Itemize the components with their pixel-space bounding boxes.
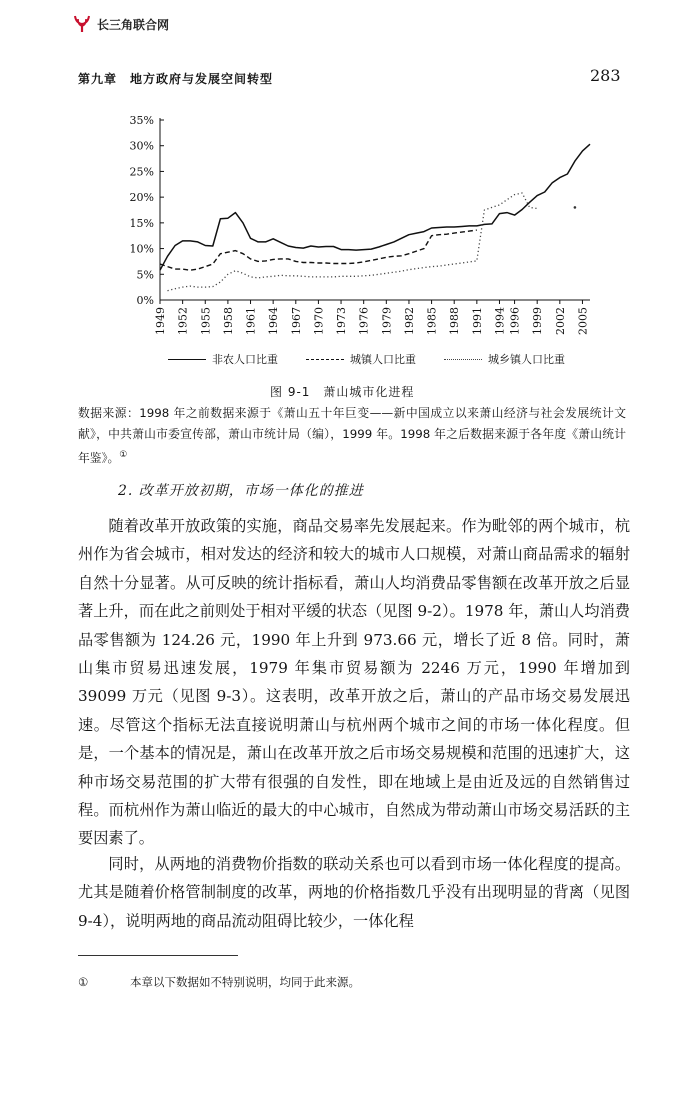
y-tick-label: 5% bbox=[136, 268, 154, 282]
footnote-text: 本章以下数据如不特别说明，均同于此来源。 bbox=[130, 975, 360, 989]
legend-dotted-line-icon bbox=[444, 359, 482, 360]
x-tick-label: 1985 bbox=[425, 307, 439, 335]
x-tick-label: 2005 bbox=[576, 307, 590, 336]
x-tick-label: 1949 bbox=[154, 307, 167, 335]
site-logo bbox=[72, 14, 169, 34]
logo-text: 长三角联合网 bbox=[97, 17, 170, 32]
x-tick-label: 1996 bbox=[508, 307, 522, 335]
y-tick-label: 35% bbox=[129, 114, 154, 127]
y-tick-label: 15% bbox=[129, 216, 154, 230]
footnote-ref: ① bbox=[119, 450, 128, 460]
x-tick-label: 1979 bbox=[380, 307, 394, 335]
x-tick-label: 1970 bbox=[312, 307, 326, 335]
y-tick-label: 30% bbox=[129, 139, 154, 153]
series-line-dotted bbox=[168, 193, 538, 291]
x-tick-label: 1991 bbox=[470, 307, 484, 335]
x-axis-ticks bbox=[154, 300, 589, 335]
x-tick-label: 1988 bbox=[448, 307, 462, 335]
legend-label: 非农人口比重 bbox=[212, 353, 278, 366]
source-note bbox=[78, 403, 626, 469]
x-tick-label: 1994 bbox=[493, 307, 507, 335]
figure-caption: 图 9-1 萧山城市化进程 bbox=[270, 385, 415, 399]
running-header: 第九章 地方政府与发展空间转型 bbox=[78, 72, 274, 86]
footnote-mark: ① bbox=[78, 975, 89, 989]
legend-item-nonagri bbox=[168, 351, 278, 367]
x-tick-label: 1976 bbox=[357, 307, 371, 335]
x-tick-label: 2002 bbox=[553, 307, 567, 335]
page-number: 283 bbox=[590, 66, 621, 85]
body-paragraph: 随着改革开放政策的实施，商品交易率先发展起来。作为毗邻的两个城市，杭州作为省会城市，相对发达的经济和较大的城市人口规模，对萧山商品需求的辐射自然十分显著。从可反映的统计指标看，萧山人均消费品零售额在改革开放之后显著上升，而在此之前则处于相对平缓的状态（见图 9-2）。1978 年，萧山人均消费品零售额为 124.26 元，1990 年上升到 973.66 元，增长了近 8 倍。同时，萧山集市贸易迅速发展，1979 年集市贸易额为 2246 万元，1990 年增加到 39099 万元（见图 9-3）。这表明，改革开放之后，萧山的产品市场交易发展迅速。尽管这个指标无法直接说明萧山与杭州两个城市之间的市场一体化程度。但是，一个基本的情况是，萧山在改革开放之后市场交易规模和范围的迅速扩大，这种市场交易范围的扩大带有很强的自发性，即在地域上是由近及远的自然销售过程。而杭州作为萧山临近的最大的中心城市，自然成为带动萧山市场交易活跃的主要因素了。 bbox=[78, 517, 630, 848]
x-tick-label: 1982 bbox=[402, 307, 416, 335]
series-point bbox=[574, 206, 577, 209]
legend-label: 城乡镇人口比重 bbox=[488, 353, 565, 366]
legend-item-urban-rural bbox=[444, 351, 565, 367]
x-tick-label: 1955 bbox=[199, 307, 213, 335]
source-note-text: 数据来源：1998 年之前数据来源于《萧山五十年巨变——新中国成立以来萧山经济与社会发展统计文献》，中共萧山市委宣传部，萧山市统计局（编），1999 年。1998 年之后数据来源于各年度《萧山统计年鉴》。 bbox=[78, 406, 626, 465]
x-tick-label: 1967 bbox=[289, 307, 303, 335]
legend-solid-line-icon bbox=[168, 359, 206, 360]
series-line-dashed bbox=[160, 230, 477, 270]
y-axis-ticks bbox=[130, 114, 164, 307]
legend-item-town bbox=[306, 351, 416, 367]
legend-dashed-line-icon bbox=[306, 359, 344, 360]
x-tick-label: 1961 bbox=[244, 307, 258, 335]
legend-label: 城镇人口比重 bbox=[350, 353, 416, 366]
footnote-divider bbox=[78, 955, 238, 956]
y-tick-label: 20% bbox=[129, 191, 154, 205]
x-tick-label: 1952 bbox=[176, 307, 190, 335]
sunburst-logo-icon bbox=[72, 14, 92, 34]
y-tick-label: 10% bbox=[129, 242, 154, 256]
series-line-solid bbox=[160, 144, 590, 270]
chart-axes bbox=[160, 118, 590, 300]
x-tick-label: 1973 bbox=[335, 307, 349, 335]
x-tick-label: 1964 bbox=[267, 307, 281, 335]
body-paragraph: 同时，从两地的消费物价指数的联动关系也可以看到市场一体化程度的提高。尤其是随着价格管制制度的改革，两地的价格指数几乎没有出现明显的背离（见图 9-4），说明两地的商品流动阻碍比较少，一体化程 bbox=[78, 855, 630, 930]
x-tick-label: 1999 bbox=[531, 307, 545, 335]
footnote bbox=[78, 974, 360, 990]
y-tick-label: 0% bbox=[136, 294, 154, 307]
chart-legend bbox=[168, 351, 565, 367]
y-tick-label: 25% bbox=[129, 165, 154, 179]
urbanization-line-chart bbox=[100, 106, 620, 346]
section-heading: 2. 改革开放初期，市场一体化的推进 bbox=[118, 483, 364, 499]
chart-series bbox=[160, 144, 590, 291]
x-tick-label: 1958 bbox=[221, 307, 235, 335]
